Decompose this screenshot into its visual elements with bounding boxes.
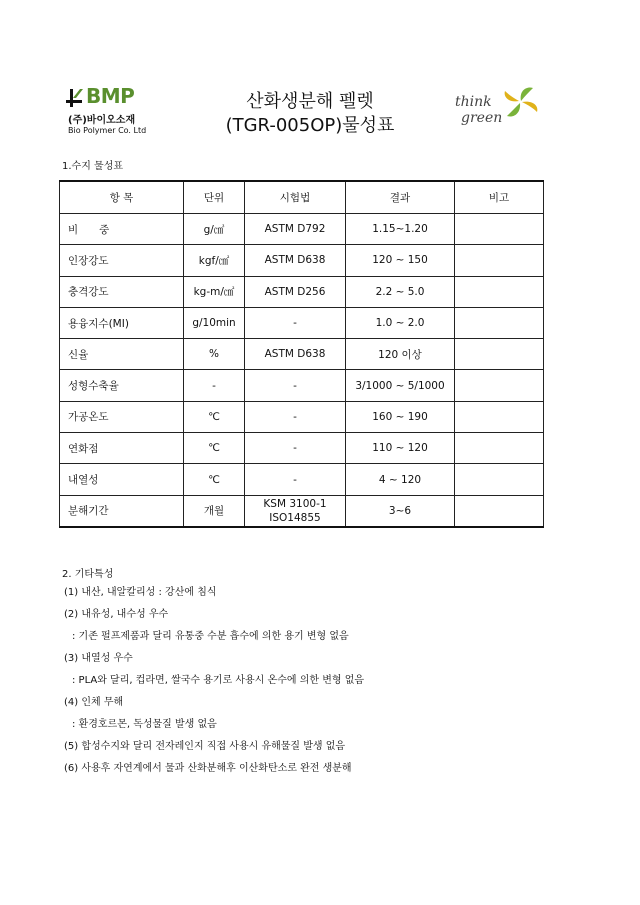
list-item: : 기존 펄프제품과 달리 유통중 수분 흡수에 의한 용기 변형 없음: [72, 631, 349, 642]
list-item: (4) 인체 무해: [64, 697, 124, 708]
table-cell: %: [184, 339, 245, 370]
table-cell: [455, 214, 544, 245]
think-green-logo: [455, 84, 545, 144]
section-1-heading: 1.수지 물성표: [62, 161, 124, 172]
table-cell: 3~6: [346, 495, 455, 527]
table-cell: [455, 370, 544, 401]
list-item: (5) 합성수지와 달리 전자레인지 직접 사용시 유해물질 발생 없음: [64, 741, 346, 752]
table-row: [60, 276, 544, 307]
table-cell: 3/1000 ~ 5/1000: [346, 370, 455, 401]
kbmp-logo-mark: [66, 89, 88, 107]
table-cell: 120 이상: [346, 339, 455, 370]
table-cell: 1.0 ~ 2.0: [346, 307, 455, 338]
table-cell: ASTM D638: [245, 339, 346, 370]
table-cell: [455, 276, 544, 307]
table-cell: 160 ~ 190: [346, 401, 455, 432]
table-cell: 2.2 ~ 5.0: [346, 276, 455, 307]
properties-table: [59, 180, 544, 528]
table-row: [60, 245, 544, 276]
table-cell: ASTM D792: [245, 214, 346, 245]
column-header: 결과: [346, 181, 455, 214]
table-cell: ℃: [184, 464, 245, 495]
list-item: (3) 내열성 우수: [64, 653, 133, 664]
table-cell: [455, 245, 544, 276]
table-row: [60, 433, 544, 464]
table-row: [60, 339, 544, 370]
table-cell: g/10min: [184, 307, 245, 338]
table-cell: [455, 339, 544, 370]
column-header: 항 목: [60, 181, 184, 214]
table-cell: 4 ~ 120: [346, 464, 455, 495]
table-cell: ASTM D638: [245, 245, 346, 276]
table-cell: [455, 307, 544, 338]
company-logo: [66, 86, 166, 135]
table-row: [60, 464, 544, 495]
table-cell: kgf/㎠: [184, 245, 245, 276]
table-cell: 내열성: [60, 464, 184, 495]
column-header: 비고: [455, 181, 544, 214]
table-row: [60, 307, 544, 338]
table-row: [60, 401, 544, 432]
section-2-heading: 2. 기타특성: [62, 569, 114, 580]
table-cell: -: [245, 370, 346, 401]
list-item: (6) 사용후 자연계에서 물과 산화분해후 이산화탄소로 완전 생분해: [64, 763, 352, 774]
think-text: think: [455, 94, 492, 110]
table-cell: ℃: [184, 433, 245, 464]
column-header: 단위: [184, 181, 245, 214]
table-row: [60, 495, 544, 527]
list-item: : 환경호르몬, 독성물질 발생 없음: [72, 719, 217, 730]
table-cell: -: [245, 464, 346, 495]
table-cell: ASTM D256: [245, 276, 346, 307]
table-cell: -: [245, 307, 346, 338]
table-row: [60, 370, 544, 401]
column-header: 시험법: [245, 181, 346, 214]
table-cell: ℃: [184, 401, 245, 432]
table-cell: g/㎤: [184, 214, 245, 245]
company-english-name: Bio Polymer Co. Ltd: [68, 126, 147, 135]
title-line-2: (TGR-005OP)물성표: [225, 115, 395, 136]
table-cell: [455, 401, 544, 432]
table-cell: 성형수축율: [60, 370, 184, 401]
kbmp-brand-text: BMP: [86, 84, 135, 108]
table-cell: -: [245, 433, 346, 464]
table-cell: 개월: [184, 495, 245, 527]
green-text: green: [461, 110, 503, 126]
table-cell: 비 중: [60, 214, 184, 245]
table-row: [60, 214, 544, 245]
table-cell: -: [184, 370, 245, 401]
table-cell: [455, 495, 544, 527]
table-cell: 가공온도: [60, 401, 184, 432]
table-cell: 분해기간: [60, 495, 184, 527]
table-cell: 신율: [60, 339, 184, 370]
company-korean-name: (주)바이오소재: [68, 115, 136, 126]
table-cell: 1.15~1.20: [346, 214, 455, 245]
table-cell: kg-m/㎠: [184, 276, 245, 307]
document-title: [200, 90, 420, 138]
table-cell: [455, 464, 544, 495]
list-item: (1) 내산, 내알칼리성 : 강산에 침식: [64, 587, 217, 598]
title-line-1: 산화생분해 펠렛: [246, 91, 374, 112]
table-cell: 충격강도: [60, 276, 184, 307]
table-cell: [455, 433, 544, 464]
table-cell: 용융지수(MI): [60, 307, 184, 338]
leaf-swirl-icon: [501, 84, 541, 120]
table-cell: 인장강도: [60, 245, 184, 276]
table-cell: 연화점: [60, 433, 184, 464]
list-item: (2) 내유성, 내수성 우수: [64, 609, 169, 620]
table-cell: KSM 3100-1 ISO14855: [245, 495, 346, 527]
table-header-row: [60, 181, 544, 214]
list-item: : PLA와 달리, 컵라면, 쌀국수 용기로 사용시 온수에 의한 변형 없음: [72, 675, 365, 686]
table-cell: -: [245, 401, 346, 432]
characteristics-list: [64, 585, 584, 783]
table-cell: 110 ~ 120: [346, 433, 455, 464]
table-cell: 120 ~ 150: [346, 245, 455, 276]
